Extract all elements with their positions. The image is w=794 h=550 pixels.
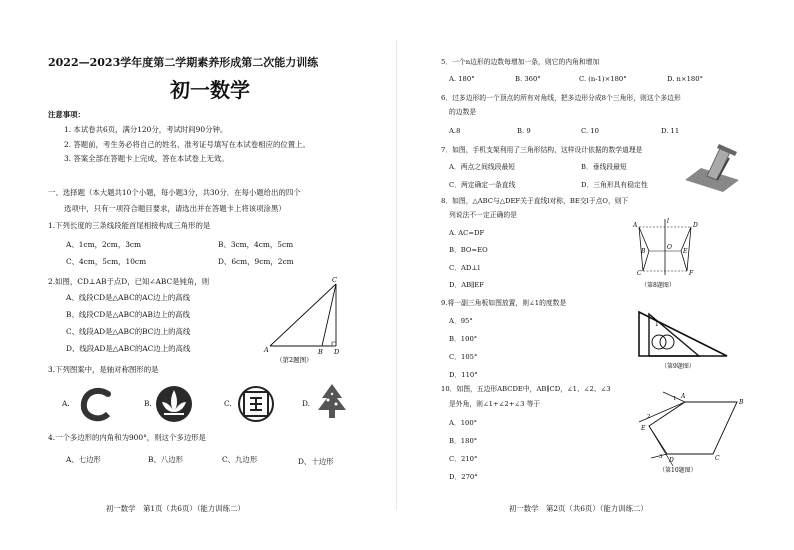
- q2-label-b: B: [318, 348, 323, 356]
- q1-option-d: D、6cm，9cm，2cm: [218, 257, 294, 266]
- q8-label-f: F: [689, 270, 694, 277]
- q8-label-o: O: [667, 244, 672, 251]
- exam-page-2: [397, 0, 794, 550]
- q7-option-d: D．三角形具有稳定性: [581, 181, 648, 189]
- notice-1: 1. 本试卷共6页，满分120分，考试时间90分钟。: [64, 125, 228, 134]
- q6-stem-line2: 的边数是: [449, 108, 477, 116]
- q2-label-a: A: [264, 346, 269, 354]
- q4-option-c: C、九边形: [222, 455, 258, 464]
- q4-option-a: A、七边形: [66, 455, 101, 464]
- q10-option-b: B．180°: [449, 437, 478, 445]
- q4-option-d: D、十边形: [298, 457, 334, 466]
- phone-stand-photo-icon: [679, 140, 747, 200]
- notice-3: 3. 答案全部在答题卡上完成，答在本试卷上无效。: [64, 154, 229, 163]
- q1-option-a: A、1cm，2cm，3cm: [66, 240, 142, 249]
- q9-caption: （第9题图）: [661, 363, 695, 370]
- q8-label-l: l: [667, 218, 669, 225]
- q7-stem: 7．如图，手机支架利用了三角形结构，这样设计依据的数学道理是: [441, 146, 643, 154]
- q8-label-e: E: [683, 248, 688, 255]
- dragon-pattern-icon: [78, 384, 118, 424]
- q6-option-a: A.8: [449, 127, 461, 135]
- q4-stem: 4.一个多边形的内角和为900°，则这个多边形是: [48, 433, 206, 442]
- q6-stem-line1: 6．过多边形的一个顶点的所有对角线，把多边形分成8个三角形，则这个多边形: [441, 94, 681, 102]
- q2-option-c: C、线段AD是△ABC的BC边上的高线: [66, 327, 191, 336]
- q8-option-b: B．BO=EO: [449, 246, 488, 254]
- q8-option-c: C．AD⊥l: [449, 264, 480, 272]
- q2-triangle-figure: [262, 278, 352, 368]
- q7-option-a: A．两点之间线段最短: [449, 163, 516, 171]
- q2-stem: 2.如图，CD⊥AB于点D，已知∠ABC是钝角，则: [48, 277, 210, 286]
- q7-option-b: B．垂线段最短: [581, 163, 627, 171]
- q1-option-b: B、3cm，4cm，5cm: [218, 240, 294, 249]
- q9-set-squares-figure: [635, 304, 731, 376]
- q10-pentagon-figure: [633, 386, 763, 476]
- q10-label-e: E: [641, 425, 646, 432]
- q3-option-c-letter: C.: [224, 399, 232, 408]
- page-2-footer: 初一数学 第2页（共6页）（能力训练二）: [509, 504, 648, 513]
- q10-label-d: D: [669, 457, 674, 464]
- q10-option-c: C．210°: [449, 455, 478, 463]
- coin-bank-logo-icon: [236, 384, 276, 424]
- q9-stem: 9.将一副三角板如图放置，则∠1的度数是: [441, 299, 567, 307]
- q3-option-d-letter: D.: [302, 399, 311, 408]
- page-1-footer: 初一数学 第1页（共6页）（能力训练二）: [106, 504, 245, 513]
- q2-label-c: C: [332, 276, 337, 284]
- q9-option-d: D．110°: [449, 371, 478, 379]
- tree-pattern-icon: [312, 382, 352, 422]
- q8-label-c: C: [637, 270, 642, 277]
- q1-option-c: C、4cm，5cm，10cm: [66, 257, 147, 266]
- q8-option-a: A. AC=DF: [449, 229, 485, 237]
- q10-option-d: D．270°: [449, 473, 478, 481]
- q8-stem-line1: 8．如图，△ABC与△DEF关于直线l对称，BE交l于点O，则下: [441, 197, 629, 205]
- q2-option-d: D、线段AD是△ABC的AC边上的高线: [66, 344, 191, 353]
- exam-title: 2022—2023学年度第二学期素养形成第二次能力训练: [48, 56, 319, 69]
- q2-label-d: D: [334, 348, 340, 356]
- lotus-emblem-icon: [154, 384, 194, 424]
- q2-caption: （第2题图）: [276, 356, 313, 364]
- q2-option-b: B、线段CD是△ABC的AB边上的高线: [66, 310, 190, 319]
- q10-angle-1: 1: [673, 396, 677, 402]
- q10-label-a: A: [681, 393, 686, 400]
- q3-stem: 3.下列图案中，是轴对称图形的是: [48, 365, 159, 374]
- q8-label-a: A: [633, 222, 638, 229]
- q8-stem-line2: 列说法不一定正确的是: [449, 211, 517, 219]
- q5-option-d: D. n×180°: [667, 75, 703, 83]
- q7-option-c: C．两定确定一条直线: [449, 181, 516, 189]
- q10-label-c: C: [715, 455, 720, 462]
- notice-2: 2. 答题前，考生务必将自己的姓名、准考证号填写在本试卷相应的位置上。: [64, 140, 310, 149]
- q6-option-d: D. 11: [661, 127, 680, 135]
- q8-label-b: B: [641, 248, 646, 255]
- q10-angle-3: 3: [659, 454, 663, 460]
- q9-angle-label: 1: [655, 321, 659, 328]
- q6-option-c: C. 10: [581, 127, 599, 135]
- q1-stem: 1.下列长度的三条线段能首尾相接构成三角形的是: [48, 221, 211, 230]
- q3-option-b-letter: B.: [144, 399, 152, 408]
- q8-label-d: D: [693, 222, 698, 229]
- q9-option-b: B．100°: [449, 335, 478, 343]
- q8-symmetry-figure: [625, 215, 705, 295]
- q6-option-b: B. 9: [517, 127, 531, 135]
- section-heading-line2: 选项中，只有一项符合题目要求，请选出并在答题卡上将该项涂黑）: [64, 204, 286, 213]
- q10-stem-line1: 10．如图，五边形ABCDE中，AB∥CD，∠1、∠2、∠3: [441, 385, 611, 393]
- subject-title: 初一数学: [170, 78, 250, 102]
- q8-caption: （第8题图）: [641, 282, 675, 289]
- q5-stem: 5．一个n边形的边数每增加一条，则它的内角和增加: [441, 58, 600, 66]
- q5-option-c: C. (n-1)×180°: [579, 75, 627, 83]
- q5-option-a: A. 180°: [449, 75, 475, 83]
- q2-option-a: A、线段CD是△ABC的AC边上的高线: [66, 293, 191, 302]
- q4-option-b: B、八边形: [148, 455, 183, 464]
- q10-angle-2: 2: [647, 414, 651, 420]
- q9-option-c: C．105°: [449, 353, 478, 361]
- q3-option-a-letter: A.: [62, 399, 70, 408]
- q8-option-d: D．AB∥EF: [449, 281, 484, 289]
- q5-option-b: B. 360°: [515, 75, 541, 83]
- section-heading-line1: 一、选择题（本大题共10个小题，每小题3分，共30分．在每小题给出的四个: [48, 188, 301, 197]
- q9-option-a: A．95°: [449, 317, 473, 325]
- q10-label-b: B: [739, 399, 744, 406]
- q10-stem-line2: 是外角，则∠1+∠2+∠3 等于: [449, 400, 541, 408]
- q10-option-a: A．100°: [449, 419, 478, 427]
- notice-heading: 注意事项：: [48, 110, 85, 119]
- q10-caption: （第10题图）: [659, 467, 697, 474]
